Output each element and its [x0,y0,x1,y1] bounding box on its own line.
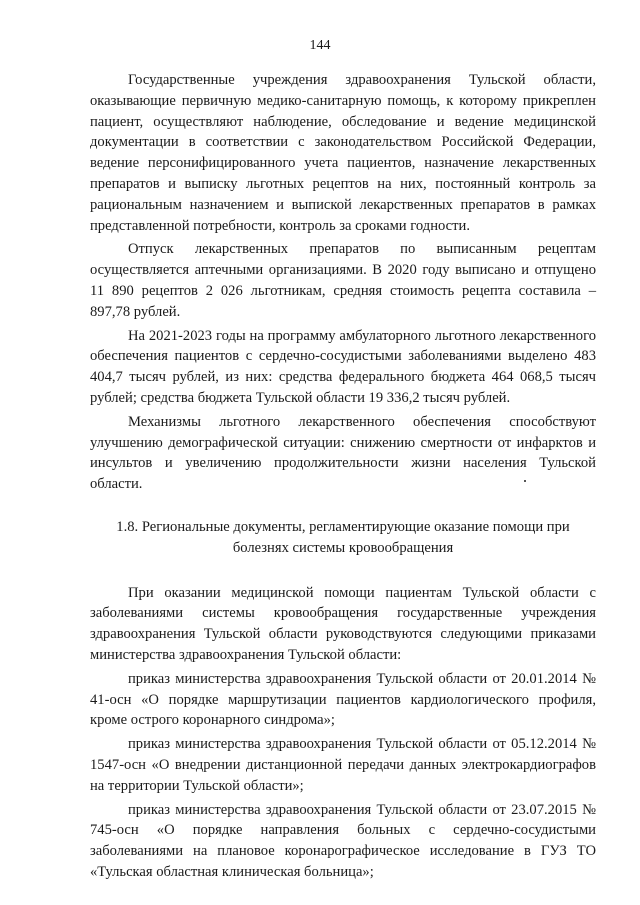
page-number: 144 [309,38,331,53]
body-text [90,70,596,886]
paragraph-prescriptions-dispensing: Отпуск лекарственных препаратов по выписанным рецептам осуществляется аптечными организациями. В 2020 году выписано и отпущено 11 890 рецептов 2 026 льготникам, средняя стоимость рецепта составила – 897,78 рублей. [90,241,596,320]
paragraph-order-745: приказ министерства здравоохранения Тульской области от 23.07.2015 № 745-осн «О порядке направления больных с сердечно-сосудистыми заболеваниями на плановое коронарографическое исследование в ГУЗ ТО «Тульская областная клиническая больница»; [90,801,596,880]
paragraph-order-41: приказ министерства здравоохранения Тульской области от 20.01.2014 № 41-осн «О порядке маршрутизации пациентов кардиологического профиля, кроме острого коронарного синдрома»; [90,670,596,729]
section-heading: 1.8. Региональные документы, регламентирующие оказание помощи при болезнях системы кровообращения [116,518,570,556]
paragraph-mechanisms: Механизмы льготного лекарственного обеспечения способствуют улучшению демографической ситуации: снижению смертности от инфарктов и инсультов и увеличению продолжительности жизни населения Тульской области. [90,413,596,493]
paragraph-healthcare-institutions: Государственные учреждения здравоохранения Тульской области, оказывающие первичную медико-санитарную помощь, к которому прикреплен пациент, осуществляют наблюдение, обследование и ведение медицинской документации в соответствии с законодательством Российской Федерации, ведение персонифицированного учета пациентов, назначение лекарственных препаратов и выписку льготных рецептов на них, постоянный контроль за рациональным назначением и выпиской лекарственных препаратов в рамках представленной потребности, контроль за сроками годности. [90,72,596,234]
paragraph-program-funding: На 2021-2023 годы на программу амбулаторного льготного лекарственного обеспечения пациентов с сердечно-сосудистыми заболеваниями выделено 483 404,7 тысяч рублей, из них: средства федерального бюджета 464 068,5 тысяч рублей; средства бюджета Тульской области 19 336,2 тысяч рублей. [90,327,596,406]
paragraph-intro-orders: При оказании медицинской помощи пациентам Тульской области с заболеваниями системы кровообращения государственные учреждения здравоохранения Тульской области руководствуются следующими приказами министерства здравоохранения Тульской области: [90,584,596,663]
paragraph-order-1547: приказ министерства здравоохранения Тульской области от 05.12.2014 № 1547-осн «О внедрении дистанционной передачи данных электрокардиографов на территории Тульской области»; [90,736,596,794]
scan-dot [524,480,526,482]
